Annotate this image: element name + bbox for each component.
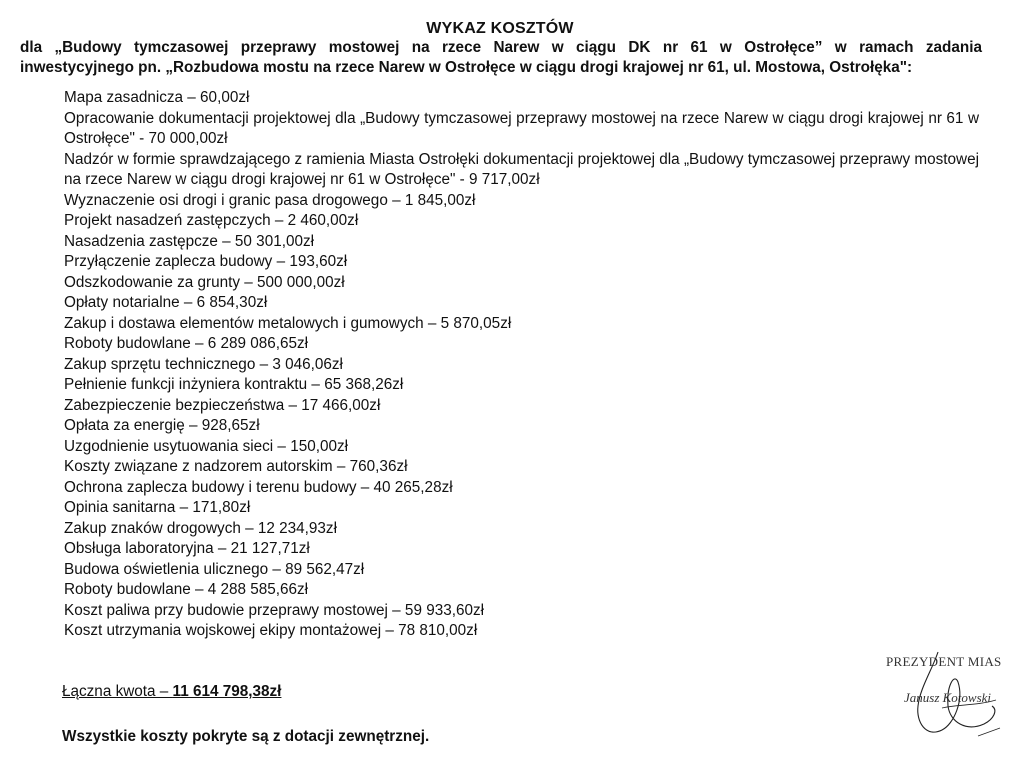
cost-item: Obsługa laboratoryjna – 21 127,71zł: [64, 540, 310, 557]
cost-item: Roboty budowlane – 4 288 585,66zł: [64, 581, 309, 598]
intro-line-1: dla „Budowy tymczasowej przeprawy mostowej na rzece Narew w ciągu DK nr 61 w Ostrołęce” w ramach zadania: [20, 39, 982, 56]
total-amount: 11 614 798,38zł: [172, 683, 282, 700]
document-intro: [20, 38, 982, 78]
cost-item: Opłaty notarialne – 6 854,30zł: [64, 294, 268, 311]
cost-item: Mapa zasadnicza – 60,00zł: [64, 89, 250, 106]
cost-item: Odszkodowanie za grunty – 500 000,00zł: [64, 273, 345, 291]
cost-item: Uzgodnienie usytuowania sieci – 150,00zł: [64, 437, 349, 455]
cost-item: Projekt nasadzeń zastępczych – 2 460,00zł: [64, 212, 359, 229]
stamp-signer-name: Janusz Kotowski: [904, 690, 992, 705]
cost-item: Zakup i dostawa elementów metalowych i gumowych – 5 870,05zł: [64, 314, 512, 332]
cost-item: Opinia sanitarna – 171,80zł: [64, 499, 251, 516]
total-label: Łączna kwota –: [62, 683, 173, 700]
cost-item: Opłata za energię – 928,65zł: [64, 417, 260, 434]
cost-items-list: [64, 88, 979, 642]
cost-item: Zakup sprzętu technicznego – 3 046,06zł: [64, 355, 343, 373]
cost-item: Nasadzenia zastępcze – 50 301,00zł: [64, 232, 315, 250]
cost-item: Opracowanie dokumentacji projektowej dla „Budowy tymczasowej przeprawy mostowej na rzece Narew w ciągu drogi krajowej nr 61 w Ostrołęce" - 70 000,00zł: [64, 109, 979, 147]
cost-item: Przyłączenie zaplecza budowy – 193,60zł: [64, 253, 348, 270]
total-amount-line: [62, 682, 281, 702]
cost-item: Koszt utrzymania wojskowej ekipy montażowej – 78 810,00zł: [64, 622, 478, 639]
stamp-office-title: PREZYDENT MIAS: [886, 654, 1002, 669]
cost-item: Budowa oświetlenia ulicznego – 89 562,47zł: [64, 560, 365, 578]
cost-item: Koszty związane z nadzorem autorskim – 760,36zł: [64, 458, 408, 475]
cost-item: Roboty budowlane – 6 289 086,65zł: [64, 335, 309, 352]
document-title: WYKAZ KOSZTÓW: [426, 20, 574, 37]
cost-item: Koszt paliwa przy budowie przeprawy mostowej – 59 933,60zł: [64, 601, 485, 619]
cost-item: Nadzór w formie sprawdzającego z ramienia Miasta Ostrołęki dokumentacji projektowej dla „Budowy tymczasowej przeprawy mostowej na rzece Narew w ciągu drogi krajowej nr 61 w Ostrołęce" - 9 717,00zł: [64, 150, 979, 188]
signature-stamp: [880, 648, 1012, 748]
cost-item: Zakup znaków drogowych – 12 234,93zł: [64, 519, 337, 537]
handwritten-signature: [880, 648, 1012, 748]
closing-note: Wszystkie koszty pokryte są z dotacji zewnętrznej.: [62, 728, 430, 745]
cost-item: Zabezpieczenie bezpieczeństwa – 17 466,00zł: [64, 396, 381, 414]
cost-item: Ochrona zaplecza budowy i terenu budowy – 40 265,28zł: [64, 478, 453, 496]
cost-item: Pełnienie funkcji inżyniera kontraktu – 65 368,26zł: [64, 376, 404, 393]
cost-item: Wyznaczenie osi drogi i granic pasa drogowego – 1 845,00zł: [64, 191, 476, 209]
intro-line-2: inwestycyjnego pn. „Rozbudowa mostu na rzece Narew w Ostrołęce w ciągu drogi krajowej nr 61, ul. Mostowa, Ostrołęka":: [20, 59, 913, 76]
